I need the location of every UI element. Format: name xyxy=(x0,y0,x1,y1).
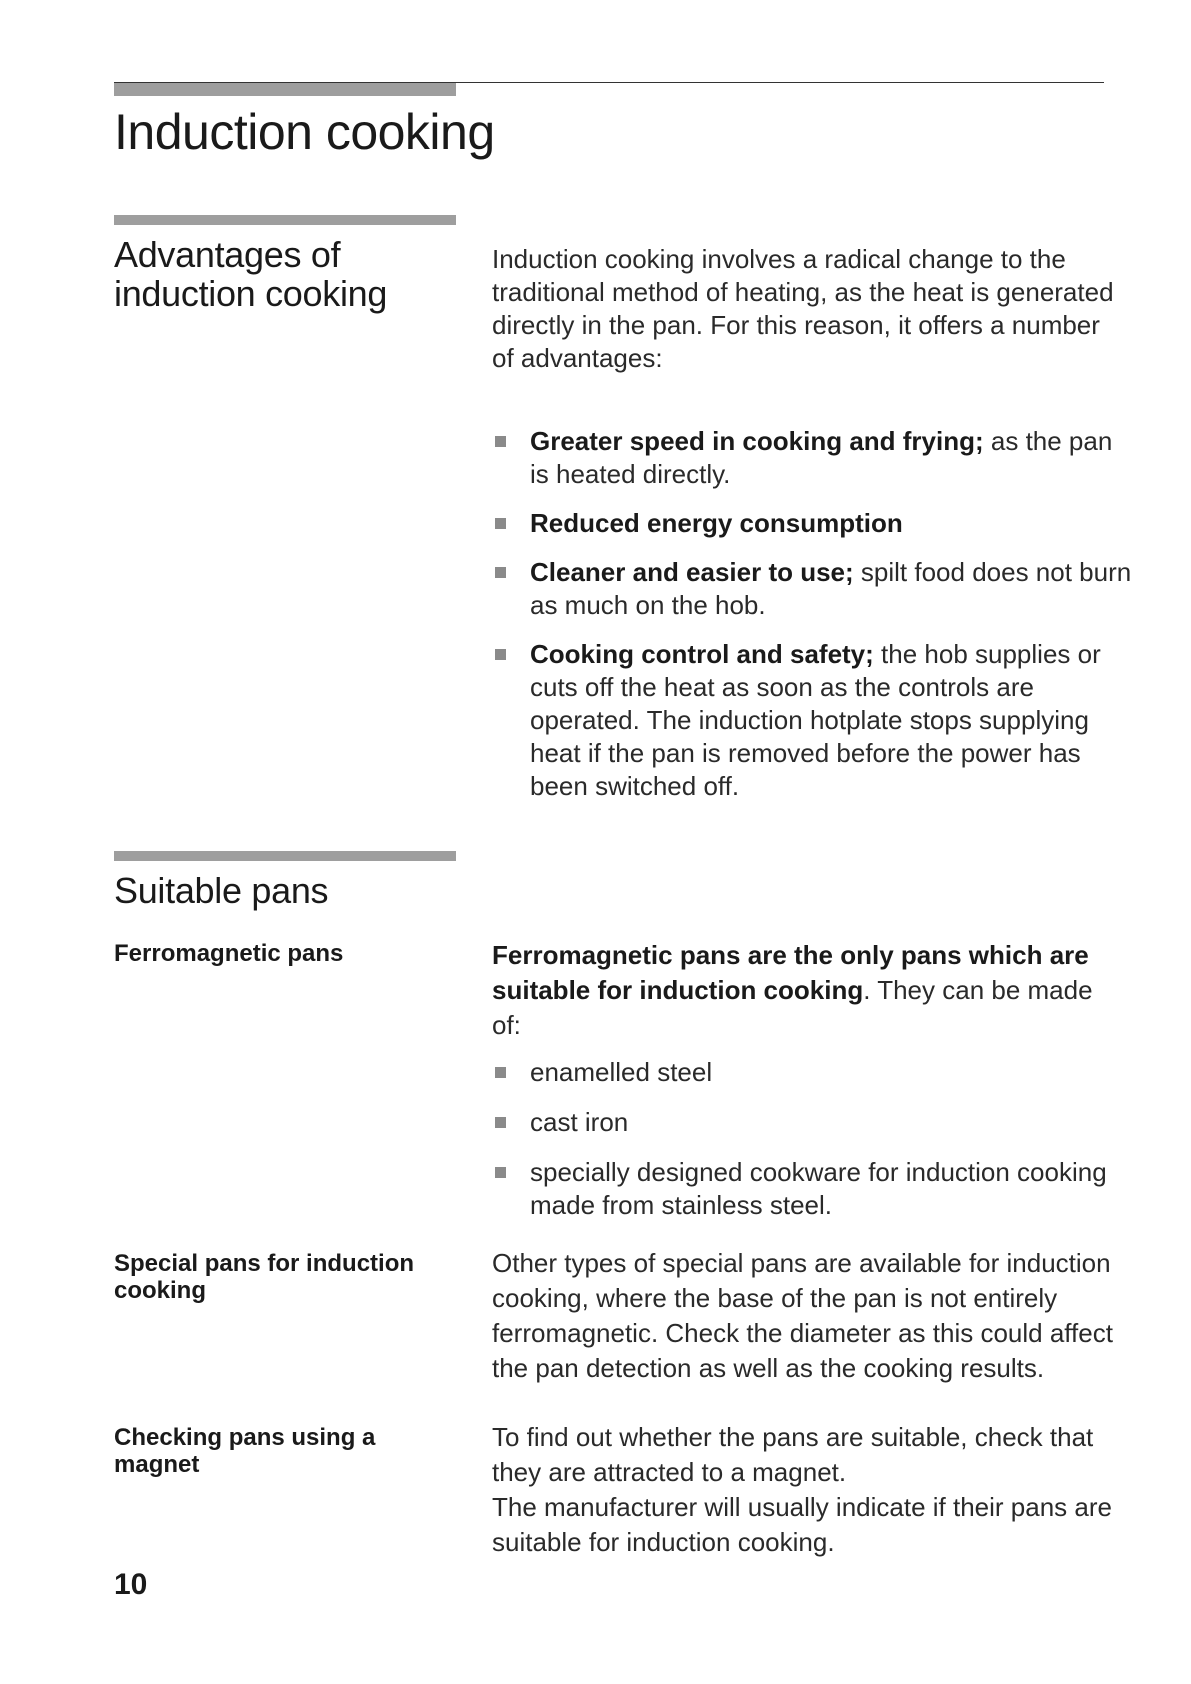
magnet-check-text-1: To find out whether the pans are suitable, check that they are attracted to a magnet. xyxy=(492,1422,1094,1487)
list-item xyxy=(492,556,1132,622)
advantages-list xyxy=(492,425,1132,803)
magnet-check-label: Checking pans using a magnet xyxy=(114,1424,376,1478)
suitable-pans-heading: Suitable pans xyxy=(114,870,329,911)
list-item-text: the hob supplies or cuts off the heat as soon as the controls are operated. The induction hotplate stops supplying heat if the pan is removed before the power has been switched off. xyxy=(530,639,1101,801)
ferromagnetic-intro xyxy=(492,938,1112,1043)
magnet-check-text xyxy=(492,1420,1132,1560)
special-pans-label: Special pans for induction cooking xyxy=(114,1250,415,1304)
list-item-bold: Cooking control and safety; xyxy=(530,639,874,669)
bullet-square-icon xyxy=(495,649,506,660)
list-item xyxy=(492,1056,1132,1089)
header-accent-bar xyxy=(114,83,456,96)
list-item-text: spilt food does not burn as much on the hob. xyxy=(530,557,1132,620)
page-title: Induction cooking xyxy=(114,104,495,160)
bullet-square-icon xyxy=(495,518,506,529)
bullet-square-icon xyxy=(495,436,506,447)
bullet-square-icon xyxy=(495,567,506,578)
magnet-check-text-2: The manufacturer will usually indicate if their pans are suitable for induction cooking. xyxy=(492,1492,1112,1557)
advantages-heading xyxy=(114,235,454,313)
list-item-bold: Reduced energy consumption xyxy=(530,508,903,538)
list-item-bold: Cleaner and easier to use; xyxy=(530,557,854,587)
section-bar-advantages xyxy=(114,215,456,225)
page-number: 10 xyxy=(114,1568,148,1601)
bullet-square-icon xyxy=(495,1167,506,1178)
list-item xyxy=(492,507,1132,540)
bullet-square-icon xyxy=(495,1067,506,1078)
list-item xyxy=(492,425,1132,491)
section-bar-suitable-pans xyxy=(114,851,456,861)
header-rule xyxy=(114,82,1104,83)
ferromagnetic-intro-bold: Ferromagnetic pans are the only pans which are suitable for induction cooking xyxy=(492,940,1089,1005)
list-item-text: cast iron xyxy=(530,1107,629,1137)
list-item-bold: Greater speed in cooking and frying; xyxy=(530,426,984,456)
list-item-text: as the pan is heated directly. xyxy=(530,426,1113,489)
list-item-text: specially designed cookware for induction cooking made from stainless steel. xyxy=(530,1157,1107,1220)
ferromagnetic-label: Ferromagnetic pans xyxy=(114,940,344,967)
ferromagnetic-intro-text: . They can be made of: xyxy=(492,975,1093,1040)
ferromagnetic-list xyxy=(492,1056,1132,1222)
list-item xyxy=(492,1156,1132,1222)
advantages-intro: Induction cooking involves a radical change to the traditional method of heating, as the heat is generated directly in the pan. For this reason, it offers a number of advantages: xyxy=(492,244,1114,373)
list-item xyxy=(492,1106,1132,1139)
advantages-heading-line2: induction cooking xyxy=(114,273,388,314)
list-item-text: enamelled steel xyxy=(530,1057,713,1087)
list-item xyxy=(492,638,1132,803)
special-pans-text: Other types of special pans are available for induction cooking, where the base of the pan is not entirely ferromagnetic. Check the diameter as this could affect the pan detection as well as the cooking results. xyxy=(492,1248,1113,1383)
advantages-heading-line1: Advantages of xyxy=(114,234,341,275)
bullet-square-icon xyxy=(495,1117,506,1128)
